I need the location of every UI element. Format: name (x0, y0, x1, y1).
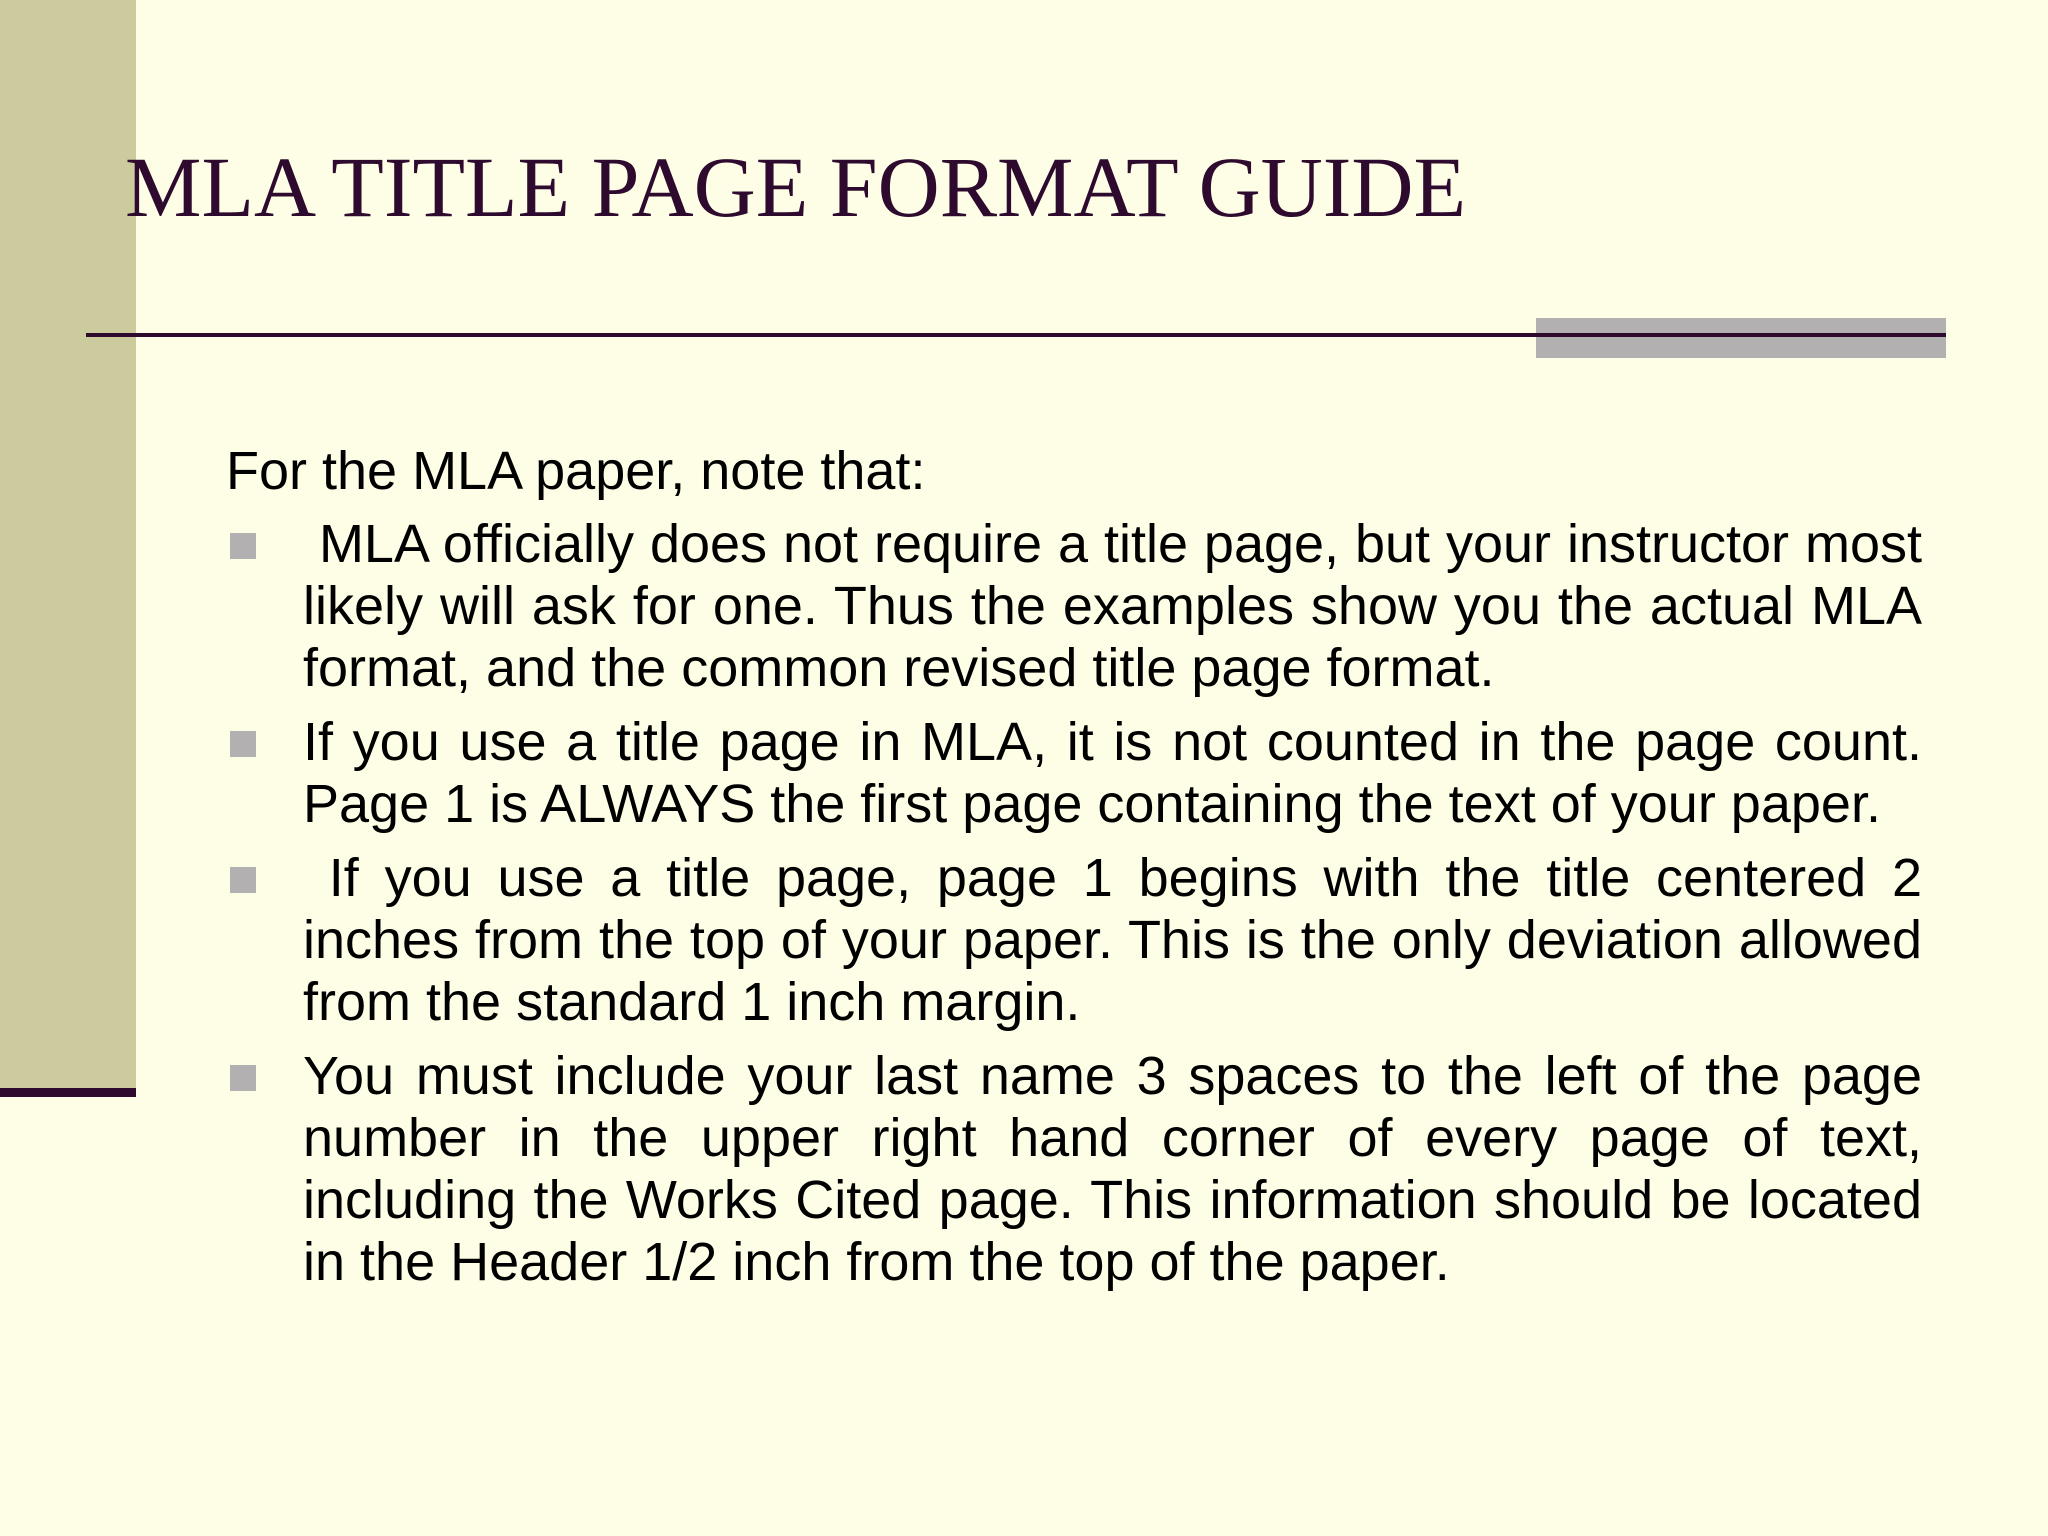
title-rule-block (1536, 318, 1946, 358)
list-item (226, 1045, 1922, 1293)
sidebar-accent-foot (0, 1088, 136, 1097)
list-item (226, 847, 1922, 1033)
square-bullet-icon (230, 867, 256, 893)
list-item (226, 711, 1922, 835)
bullet-text: If you use a title page, page 1 begins with the title centered 2 inches from the top of your paper. This is the only deviation allowed from the standard 1 inch margin. (303, 848, 1922, 1032)
list-item (226, 513, 1922, 699)
title-rule-block-line (1536, 333, 1946, 337)
square-bullet-icon (230, 533, 256, 559)
bullet-list (226, 513, 1922, 1293)
bullet-text: If you use a title page in MLA, it is not counted in the page count. Page 1 is ALWAYS the first page containing the text of your paper. (303, 712, 1922, 834)
intro-text: For the MLA paper, note that: (226, 441, 926, 501)
square-bullet-icon (230, 731, 256, 757)
slide-body (226, 440, 1922, 1305)
sidebar-accent-bar (0, 0, 136, 1088)
square-bullet-icon (230, 1065, 256, 1091)
bullet-text: You must include your last name 3 spaces to the left of the page number in the upper right hand corner of every page of text, including the Works Cited page. This information should be located in the Header 1/2 inch from the top of the paper. (303, 1046, 1922, 1292)
slide-title: MLA TITLE PAGE FORMAT GUIDE (125, 139, 1467, 235)
bullet-text: MLA officially does not require a title page, but your instructor most likely will ask for one. Thus the examples show you the actual MLA format, and the common revised title page format. (303, 514, 1922, 698)
